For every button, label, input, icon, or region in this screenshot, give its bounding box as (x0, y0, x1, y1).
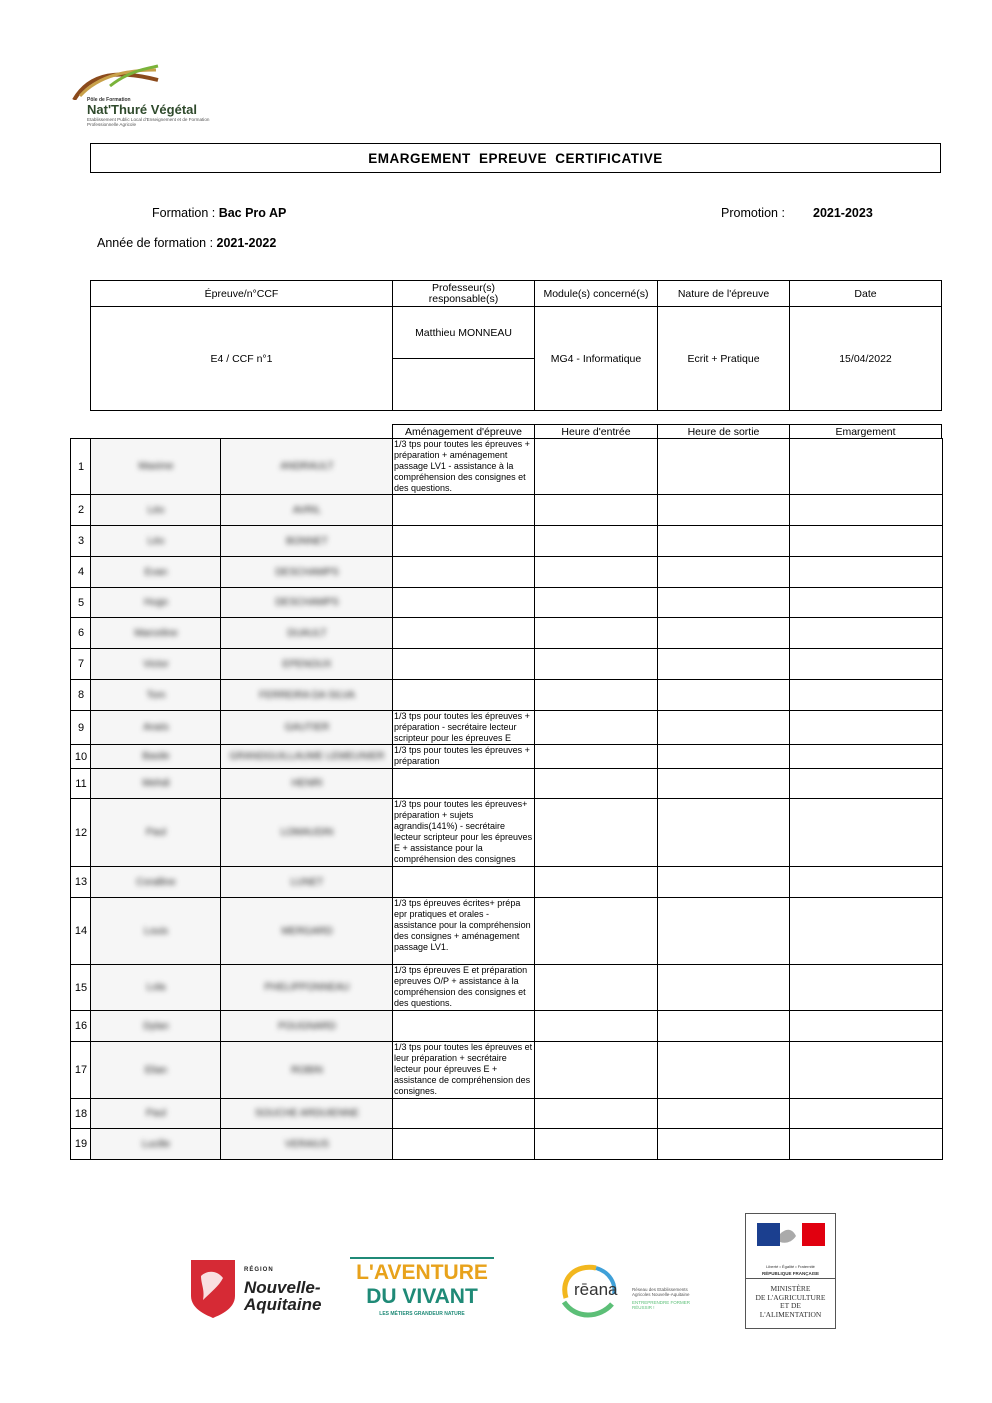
header-date: Date (789, 280, 942, 307)
row-number: 11 (70, 768, 92, 799)
heure-entree-cell (534, 494, 659, 526)
aventure-line3: LES MÉTIERS GRANDEUR NATURE (379, 1311, 465, 1317)
amenagement-cell: 1/3 tps pour toutes les épreuves et leur préparation + secrétaire lecteur pour épreuves E + assistance de compréhension des consignes. (392, 1041, 536, 1099)
amenagement-cell: 1/3 tps pour toutes les épreuves+ préparation + sujets agrandis(141%) - secrétaire lecteur scripteur pour les épreuves E + assistance pour la compréhension des consignes (392, 798, 536, 867)
header-module: Module(s) concerné(s) (534, 280, 658, 307)
heure-sortie-cell (657, 587, 791, 618)
student-firstname: Maxime (138, 461, 174, 472)
heure-entree-cell (534, 744, 659, 769)
row-number: 14 (70, 897, 92, 965)
promotion-value: 2021-2023 (813, 206, 873, 220)
reana-text-line2: ENTREPRENDRE FORMER RÉUSSIR ! (632, 1300, 691, 1310)
student-lastname: FERREIRA DA SILVA (259, 689, 355, 701)
emargement-signature-cell (789, 744, 943, 769)
heure-entree-cell (534, 648, 659, 680)
ministere-name (746, 1285, 835, 1319)
formation-line (152, 206, 286, 220)
row-number: 9 (70, 710, 92, 745)
heure-sortie-cell (657, 679, 791, 711)
student-lastname-cell (220, 617, 394, 649)
nouvelle-aquitaine-shield-icon (187, 1256, 239, 1320)
promotion-label: Promotion : (721, 206, 785, 220)
row-number: 19 (70, 1128, 92, 1160)
student-lastname: HENRI (291, 778, 323, 789)
heure-entree-cell (534, 1128, 659, 1160)
student-firstname-cell (90, 744, 222, 769)
emargement-signature-cell (789, 1128, 943, 1160)
student-lastname: POUGNARD (278, 1020, 336, 1032)
student-firstname: Coralline (136, 876, 176, 888)
header-amenagement: Aménagement d'épreuve (392, 424, 535, 439)
heure-entree-cell (534, 679, 659, 711)
student-lastname-cell (220, 897, 394, 965)
amenagement-cell (392, 525, 536, 557)
heure-entree-cell (534, 1010, 659, 1042)
heure-entree-cell (534, 1098, 659, 1129)
amenagement-cell (392, 1128, 536, 1160)
student-firstname: Louis (144, 925, 168, 937)
emargement-signature-cell (789, 556, 943, 588)
region-line2: Aquitaine (244, 1295, 322, 1314)
student-firstname: Léo (147, 504, 165, 516)
row-number: 17 (70, 1041, 92, 1099)
emargement-signature-cell (789, 587, 943, 618)
student-lastname-cell (220, 438, 394, 495)
student-lastname: EPENOUX (282, 658, 332, 670)
header-emargement: Emargement (789, 424, 942, 439)
amenagement-cell: 1/3 tps pour toutes les épreuves + préparation - secrétaire lecteur scripteur pour les épreuves E (392, 710, 536, 745)
emargement-signature-cell (789, 964, 943, 1011)
student-lastname: DESCHAMPS (275, 566, 339, 578)
document-title: EMARGEMENT EPREUVE CERTIFICATIVE (90, 143, 941, 173)
student-firstname-cell (90, 964, 222, 1011)
row-number: 4 (70, 556, 92, 588)
amenagement-cell: 1/3 tps pour toutes les épreuves + préparation (392, 744, 536, 769)
row-number: 2 (70, 494, 92, 526)
row-number: 13 (70, 866, 92, 898)
amenagement-cell (392, 494, 536, 526)
reana-text-line1: Réseau des Etablissements Agricoles Nouvelle-Aquitaine (632, 1287, 690, 1297)
student-firstname-cell (90, 648, 222, 680)
professeur-value: Matthieu MONNEAU (392, 306, 535, 359)
student-lastname-cell (220, 556, 394, 588)
heure-entree-cell (534, 587, 659, 618)
heure-entree-cell (534, 1041, 659, 1099)
marianne-icon (746, 1214, 835, 1262)
student-firstname: Evan (144, 566, 168, 578)
student-lastname: BONNET (286, 535, 328, 547)
amenagement-cell (392, 587, 536, 618)
student-lastname-cell (220, 648, 394, 680)
student-lastname-cell (220, 744, 394, 769)
reana-logo (556, 1258, 706, 1322)
heure-sortie-cell (657, 556, 791, 588)
student-firstname-cell (90, 617, 222, 649)
student-firstname: Anaïs (143, 722, 169, 733)
heure-sortie-cell (657, 1098, 791, 1129)
heure-sortie-cell (657, 525, 791, 557)
heure-entree-cell (534, 798, 659, 867)
amenagement-cell: 1/3 tps épreuves écrites+ prépa epr pratiques et orales - assistance pour la compréhension des consignes + aménagement passage LV1. (392, 897, 536, 965)
student-firstname-cell (90, 897, 222, 965)
emargement-signature-cell (789, 897, 943, 965)
school-logo (70, 60, 210, 132)
student-lastname-cell (220, 679, 394, 711)
heure-sortie-cell (657, 866, 791, 898)
heure-entree-cell (534, 768, 659, 799)
professeur-empty (392, 358, 535, 411)
amenagement-cell (392, 866, 536, 898)
student-firstname-cell (90, 525, 222, 557)
reana-word: rēana (574, 1280, 618, 1299)
module-value: MG4 - Informatique (534, 306, 658, 411)
nature-value: Ecrit + Pratique (657, 306, 790, 411)
student-firstname-cell (90, 1041, 222, 1099)
heure-sortie-cell (657, 744, 791, 769)
student-firstname: Victor (143, 658, 169, 670)
aventure-line1: L'AVENTURE (356, 1261, 488, 1284)
student-firstname-cell (90, 1128, 222, 1160)
student-firstname-cell (90, 587, 222, 618)
student-lastname: DESCHAMPS (275, 597, 339, 608)
heure-entree-cell (534, 710, 659, 745)
emargement-signature-cell (789, 1098, 943, 1129)
student-lastname: GAUTIER (284, 722, 330, 733)
aventure-du-vivant-logo (350, 1257, 494, 1323)
emargement-signature-cell (789, 1010, 943, 1042)
heure-sortie-cell (657, 438, 791, 495)
heure-entree-cell (534, 866, 659, 898)
row-number: 5 (70, 587, 92, 618)
student-lastname: SOUCHE ARDUIENNE (255, 1108, 359, 1119)
row-number: 7 (70, 648, 92, 680)
heure-sortie-cell (657, 964, 791, 1011)
emargement-signature-cell (789, 866, 943, 898)
student-lastname: MERGARD (281, 925, 333, 937)
header-nature: Nature de l'épreuve (657, 280, 790, 307)
ministere-line4: L'ALIMENTATION (759, 1309, 822, 1319)
student-lastname: LOMAUDIN (280, 827, 334, 838)
row-number: 8 (70, 679, 92, 711)
student-lastname-cell (220, 1041, 394, 1099)
row-number: 6 (70, 617, 92, 649)
logo-name: Nat'Thuré Végétal (87, 102, 198, 117)
logo-subtitle: Etablissement Public Local d'Enseignement et de Formation Professionnelle Agricole (87, 117, 210, 127)
emargement-signature-cell (789, 798, 943, 867)
heure-sortie-cell (657, 768, 791, 799)
heure-sortie-cell (657, 710, 791, 745)
heure-entree-cell (534, 617, 659, 649)
student-lastname: ROBIN (291, 1064, 323, 1076)
heure-sortie-cell (657, 494, 791, 526)
emargement-signature-cell (789, 710, 943, 745)
formation-label: Formation : (152, 206, 219, 220)
student-lastname-cell (220, 1128, 394, 1160)
region-line1: Nouvelle- (244, 1278, 321, 1297)
amenagement-cell (392, 679, 536, 711)
emargement-signature-cell (789, 679, 943, 711)
student-lastname-cell (220, 964, 394, 1011)
emargement-signature-cell (789, 494, 943, 526)
heure-entree-cell (534, 525, 659, 557)
heure-sortie-cell (657, 798, 791, 867)
heure-sortie-cell (657, 1128, 791, 1160)
ministere-line3: ET DE (780, 1301, 801, 1310)
heure-sortie-cell (657, 648, 791, 680)
reana-text (632, 1287, 707, 1310)
heure-entree-cell (534, 438, 659, 495)
student-firstname-cell (90, 556, 222, 588)
rf-name: RÉPUBLIQUE FRANÇAISE (761, 1271, 819, 1276)
student-firstname-cell (90, 768, 222, 799)
heure-entree-cell (534, 964, 659, 1011)
student-firstname: Tom (146, 689, 166, 701)
student-firstname: Lucille (141, 1138, 171, 1150)
student-firstname: Elian (144, 1064, 168, 1076)
student-firstname-cell (90, 679, 222, 711)
student-firstname: Léo (147, 535, 165, 547)
student-firstname: Paul (145, 1108, 166, 1119)
student-lastname: LUNET (290, 876, 324, 888)
row-number: 12 (70, 798, 92, 867)
emargement-signature-cell (789, 525, 943, 557)
student-firstname-cell (90, 438, 222, 495)
aventure-line2: DU VIVANT (366, 1285, 478, 1308)
ministere-logo (745, 1213, 836, 1329)
heure-sortie-cell (657, 1010, 791, 1042)
emargement-signature-cell (789, 1041, 943, 1099)
amenagement-cell (392, 1098, 536, 1129)
student-lastname: DUAULT (287, 627, 327, 639)
student-lastname-cell (220, 1010, 394, 1042)
row-number: 15 (70, 964, 92, 1011)
header-heure-entree: Heure d'entrée (534, 424, 658, 439)
student-firstname: Dylan (143, 1020, 169, 1032)
emargement-signature-cell (789, 617, 943, 649)
annee-label: Année de formation : (97, 236, 217, 250)
student-lastname: VERAIUS (285, 1138, 329, 1150)
leaf-swoosh-icon (70, 60, 210, 100)
student-lastname: ANDRAULT (280, 461, 334, 472)
student-firstname: Marceline (134, 627, 178, 639)
student-firstname: Paul (145, 827, 166, 838)
amenagement-cell: 1/3 tps épreuves E et préparation epreuves O/P + assistance à la compréhension des consignes et des questions. (392, 964, 536, 1011)
student-firstname: Hugo (144, 597, 168, 608)
amenagement-cell (392, 1010, 536, 1042)
student-firstname-cell (90, 710, 222, 745)
header-epreuve: Épreuve/n°CCF (90, 280, 393, 307)
heure-sortie-cell (657, 897, 791, 965)
student-lastname-cell (220, 494, 394, 526)
row-number: 16 (70, 1010, 92, 1042)
rf-motto: Liberté • Égalité • Fraternité (766, 1264, 815, 1269)
student-firstname: Lola (146, 982, 166, 993)
student-lastname-cell (220, 1098, 394, 1129)
emargement-signature-cell (789, 438, 943, 495)
student-lastname: GRANDGUILLAUME LEMEUNIER (229, 751, 385, 762)
emargement-signature-cell (789, 648, 943, 680)
student-firstname-cell (90, 798, 222, 867)
amenagement-cell (392, 768, 536, 799)
amenagement-cell: 1/3 tps pour toutes les épreuves + préparation + aménagement passage LV1 - assistance à la compréhension des consignes et des questions. (392, 438, 536, 495)
heure-sortie-cell (657, 617, 791, 649)
amenagement-cell (392, 556, 536, 588)
annee-line (97, 236, 276, 250)
student-lastname-cell (220, 768, 394, 799)
student-firstname-cell (90, 494, 222, 526)
student-firstname: Basile (142, 751, 170, 762)
student-lastname: AVRIL (292, 504, 322, 516)
ministere-line1: MINISTÈRE (770, 1284, 811, 1293)
heure-entree-cell (534, 897, 659, 965)
row-number: 3 (70, 525, 92, 557)
amenagement-cell (392, 617, 536, 649)
region-small: RÉGION (244, 1267, 274, 1273)
logo-pretitle: Pôle de Formation (87, 97, 131, 103)
student-lastname-cell (220, 710, 394, 745)
student-lastname-cell (220, 798, 394, 867)
heure-entree-cell (534, 556, 659, 588)
amenagement-cell (392, 648, 536, 680)
annee-value: 2021-2022 (216, 236, 277, 250)
emargement-signature-cell (789, 768, 943, 799)
row-number: 1 (70, 438, 92, 495)
row-number: 10 (70, 744, 92, 769)
student-lastname: PHELIPPONNEAU (264, 982, 350, 993)
epreuve-value: E4 / CCF n°1 (90, 306, 393, 411)
student-firstname-cell (90, 1010, 222, 1042)
header-professeur: Professeur(s) responsable(s) (392, 280, 535, 307)
student-lastname-cell (220, 587, 394, 618)
student-firstname: Mehdi (142, 778, 170, 789)
date-value: 15/04/2022 (789, 306, 942, 411)
student-firstname-cell (90, 1098, 222, 1129)
row-number: 18 (70, 1098, 92, 1129)
student-lastname-cell (220, 866, 394, 898)
header-heure-sortie: Heure de sortie (657, 424, 790, 439)
formation-value: Bac Pro AP (218, 206, 287, 220)
heure-sortie-cell (657, 1041, 791, 1099)
ministere-line2: DE L'AGRICULTURE (755, 1292, 826, 1302)
student-lastname-cell (220, 525, 394, 557)
student-firstname-cell (90, 866, 222, 898)
nouvelle-aquitaine-logo (244, 1262, 321, 1313)
